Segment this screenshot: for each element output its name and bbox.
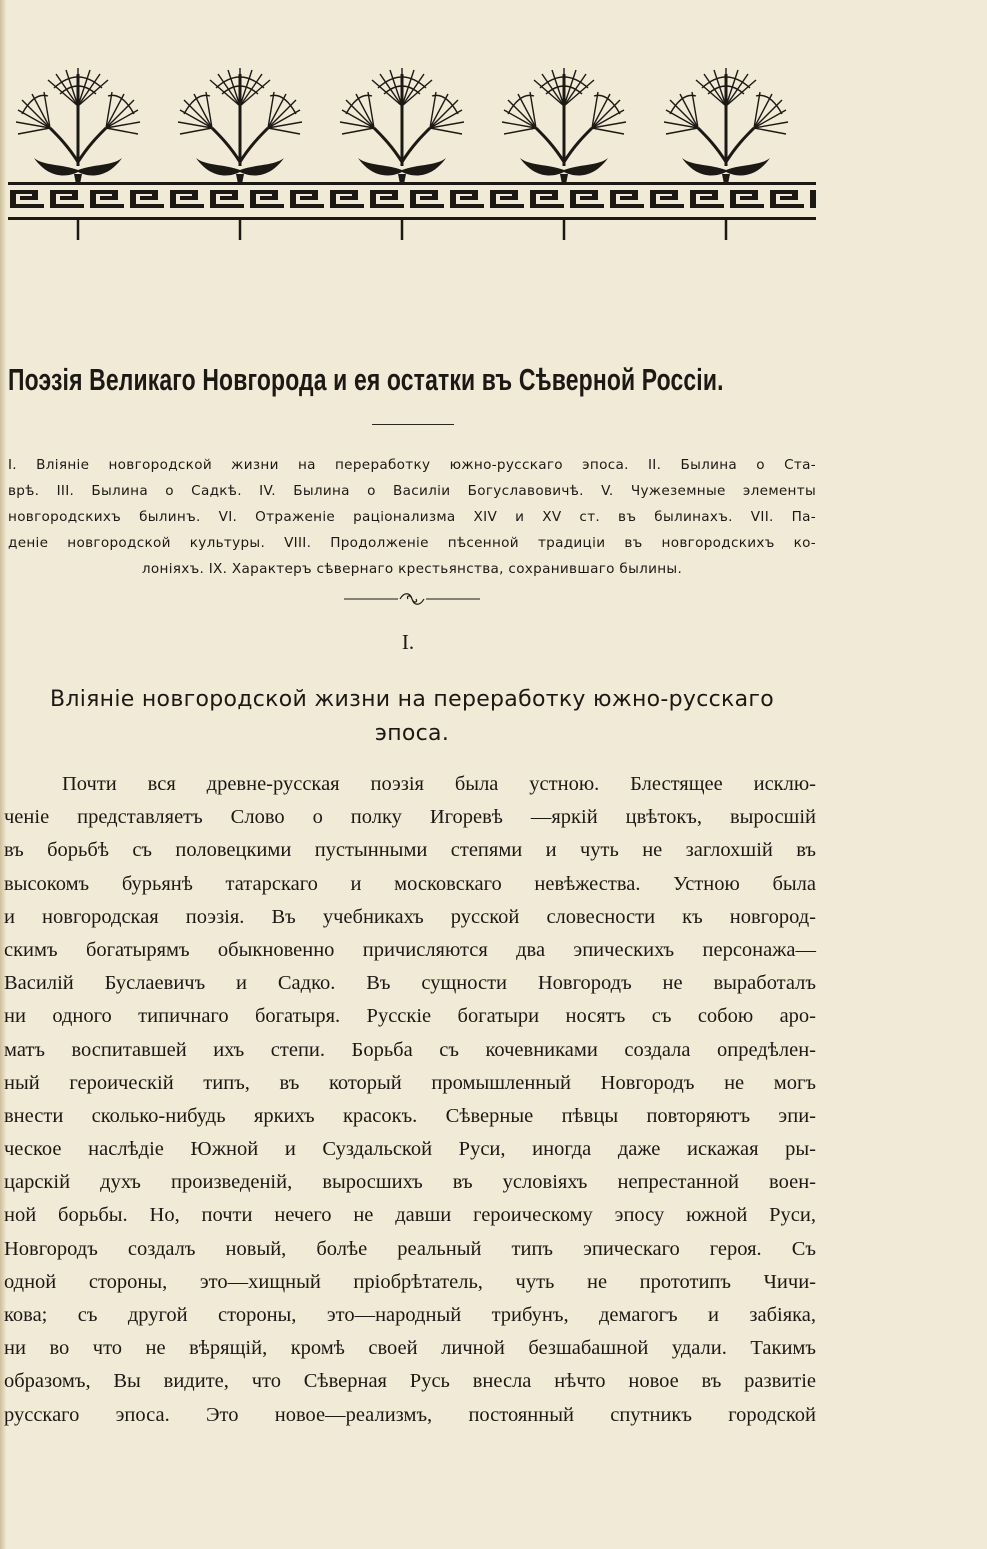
contents-line: I. Вліяніе новгородской жизни на переработку южно-русскаго эпоса. II. Былина о Ста-	[8, 457, 816, 473]
chapter-contents	[8, 452, 816, 582]
contents-line: новгородскихъ былинъ. VI. Отраженіе раціонализма XIV и XV ст. въ былинахъ. VII. Па-	[8, 509, 816, 525]
chapter-title: Поэзія Великаго Новгорода и ея остатки въ Сѣверной Россіи.	[8, 362, 724, 397]
body-text	[4, 768, 816, 1432]
body-line: матъ воспитавшей ихъ степи. Борьба съ кочевниками создала опредѣлен-	[4, 1038, 816, 1061]
body-line: ни во что не вѣрящій, кромѣ своей личной безшабашной удали. Такимъ	[4, 1337, 816, 1360]
body-line: въ борьбѣ съ половецкими пустынными степями и чуть не заглохшій въ	[4, 839, 816, 862]
contents-line: деніе новгородской культуры. VIII. Продолженіе пѣсенной традиціи въ новгородскихъ ко-	[8, 535, 816, 551]
body-line: одной стороны, это—хищный пріобрѣтатель, чуть не прототипъ Чичи-	[4, 1270, 816, 1293]
section-heading-line: эпоса.	[374, 721, 450, 746]
body-line: ченіе представляетъ Слово о полку Игоревѣ —яркій цвѣтокъ, выросшій	[4, 806, 816, 829]
body-line: ческое наслѣдіе Южной и Суздальской Руси, иногда даже искажая ры-	[4, 1138, 816, 1161]
body-line: Новгородъ создалъ новый, болѣе реальный типъ эпическаго героя. Съ	[4, 1237, 816, 1260]
section-heading	[8, 683, 816, 751]
body-line: внести сколько-нибудь яркихъ красокъ. Сѣверные пѣвцы повторяютъ эпи-	[4, 1104, 816, 1127]
body-line: высокомъ бурьянѣ татарскаго и московскаго невѣжества. Устною была	[4, 872, 816, 895]
body-line: ной борьбы. Но, почти нечего не давши героическому эпосу южной Руси,	[4, 1204, 816, 1227]
title-rule	[372, 424, 454, 425]
body-line: ный героическій типъ, въ который промышленный Новгородъ не могъ	[4, 1071, 816, 1094]
body-line: Почти вся древне-русская поэзія была устною. Блестящее исклю-	[62, 773, 816, 795]
contents-line: лоніяхъ. IX. Характеръ сѣвернаго крестьянства, сохранившаго былины.	[141, 561, 683, 577]
flourish-divider	[340, 590, 484, 608]
contents-line: врѣ. III. Былина о Садкѣ. IV. Былина о Василіи Богуславовичѣ. V. Чужеземные элементы	[8, 483, 816, 499]
body-line: и новгородская поэзія. Въ учебникахъ русской словесности къ новгород-	[4, 905, 816, 928]
body-line: русскаго эпоса. Это новое—реализмъ, постоянный спутникъ городской	[4, 1403, 816, 1426]
body-line: царскій духъ произведеній, выросшихъ въ условіяхъ непрестанной воен-	[4, 1171, 816, 1194]
body-line: образомъ, Вы видите, что Сѣверная Русь внесла нѣчто новое въ развитіе	[4, 1370, 816, 1393]
body-line: скимъ богатырямъ обыкновенно причисляются два эпическихъ персонажа—	[4, 938, 816, 961]
section-heading-line: Вліяніе новгородской жизни на переработку южно-русскаго	[49, 687, 775, 712]
section-numeral: I.	[401, 630, 415, 654]
floral-ornament-header	[8, 66, 816, 246]
body-line: ни одного типичнаго богатыря. Русскіе богатыри носятъ съ собою аро-	[4, 1005, 816, 1028]
body-line: кова; съ другой стороны, это—народный трибунъ, демагогъ и забіяка,	[4, 1304, 816, 1326]
body-line: Василій Буслаевичъ и Садко. Въ сущности Новгородъ не выработалъ	[4, 972, 816, 995]
